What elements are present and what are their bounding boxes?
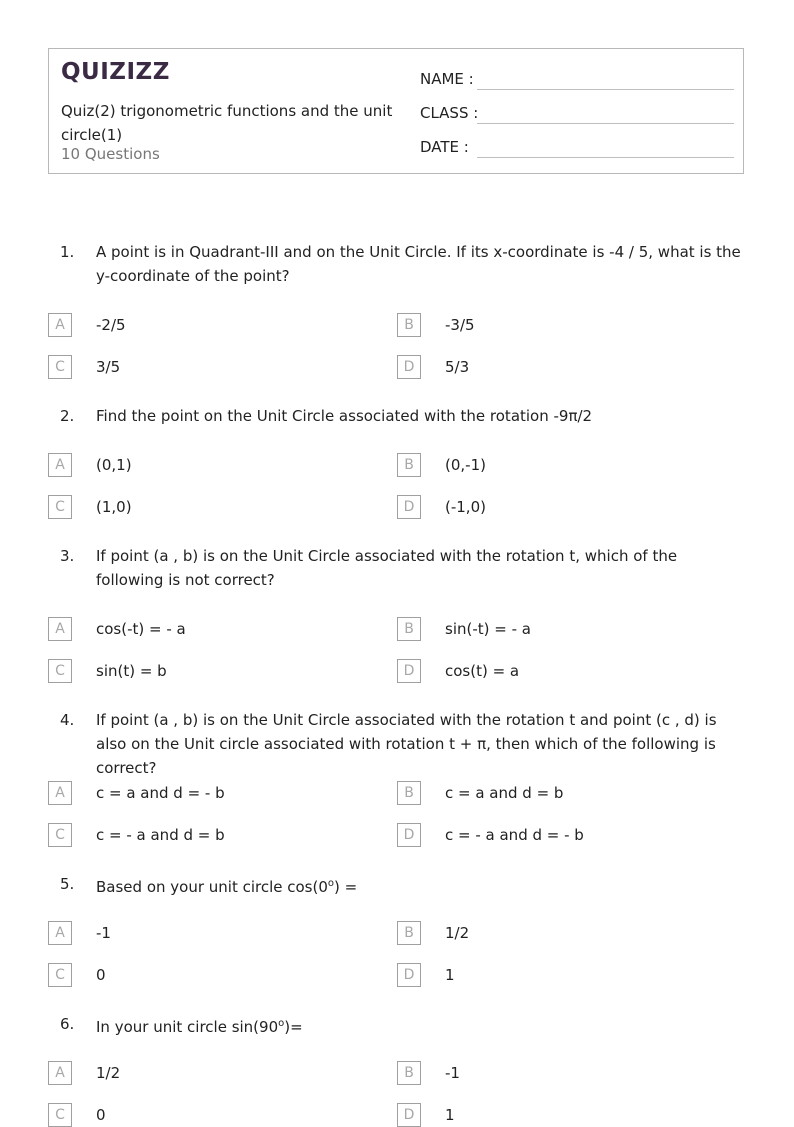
option-text: c = - a and d = b	[96, 826, 225, 844]
option-text: cos(t) = a	[445, 662, 520, 680]
option-text: 0	[96, 1106, 106, 1124]
option-text: 5/3	[445, 358, 470, 376]
quizizz-logo: QUIZIZZ	[61, 59, 170, 85]
name-line[interactable]	[477, 89, 734, 90]
option-letter: B	[397, 781, 421, 805]
question-text: In your unit circle $\sin(90^o)=$	[96, 1018, 303, 1036]
class-line[interactable]	[477, 123, 734, 124]
option-letter: C	[48, 823, 72, 847]
option-text: 1/2	[96, 1064, 121, 1082]
class-field[interactable]	[420, 100, 734, 124]
option-letter: D	[397, 495, 421, 519]
option-letter: B	[397, 453, 421, 477]
name-field[interactable]	[420, 66, 734, 90]
question-number: 6.	[60, 1015, 75, 1033]
question-number: 1.	[60, 243, 75, 261]
option-letter: B	[397, 1061, 421, 1085]
question-text: If point (a , b) is on the Unit Circle associated with the rotation t, which of the following is not correct?	[96, 547, 678, 589]
option-text: 1/2	[445, 924, 470, 942]
option-letter: C	[48, 355, 72, 379]
worksheet-header	[48, 48, 744, 174]
option-text: (1,0)	[96, 498, 132, 516]
option-letter: B	[397, 921, 421, 945]
question-text: Based on your unit circle $\cos(0^o)$ =	[96, 878, 358, 896]
option-letter: C	[48, 1103, 72, 1127]
option-text: c = - a and d = - b	[445, 826, 584, 844]
option-letter: C	[48, 659, 72, 683]
option-text: c = a and d = b	[445, 784, 564, 802]
option-letter: D	[397, 355, 421, 379]
question-count: 10 Questions	[61, 145, 160, 163]
option-letter: A	[48, 617, 72, 641]
option-text: 0	[96, 966, 106, 984]
option-text: 1	[445, 966, 455, 984]
option-letter: A	[48, 453, 72, 477]
option-letter: A	[48, 781, 72, 805]
quiz-title: Quiz(2) trigonometric functions and the unit circle(1)	[61, 102, 393, 144]
question-number: 4.	[60, 711, 75, 729]
option-letter: A	[48, 921, 72, 945]
option-text: 1	[445, 1106, 455, 1124]
option-text: -1	[445, 1064, 460, 1082]
option-letter: D	[397, 823, 421, 847]
option-letter: D	[397, 963, 421, 987]
date-label: DATE :	[420, 138, 469, 156]
option-letter: B	[397, 313, 421, 337]
option-letter: C	[48, 495, 72, 519]
option-letter: D	[397, 1103, 421, 1127]
option-text: c = a and d = - b	[96, 784, 225, 802]
option-letter: D	[397, 659, 421, 683]
question-text: Find the point on the Unit Circle associated with the rotation -9π/2	[96, 407, 593, 425]
question-number: 3.	[60, 547, 75, 565]
option-letter: A	[48, 313, 72, 337]
option-text: (0,1)	[96, 456, 132, 474]
class-label: CLASS :	[420, 104, 479, 122]
option-text: (0,-1)	[445, 456, 486, 474]
option-letter: C	[48, 963, 72, 987]
option-text: -3/5	[445, 316, 475, 334]
option-text: -2/5	[96, 316, 126, 334]
question-number: 2.	[60, 407, 75, 425]
question-text: A point is in Quadrant-III and on the Unit Circle. If its x-coordinate is -4 / 5, what is the y-coordinate of the point?	[96, 243, 741, 285]
name-label: NAME :	[420, 70, 474, 88]
date-field[interactable]	[420, 134, 734, 158]
option-text: 3/5	[96, 358, 121, 376]
date-line[interactable]	[477, 157, 734, 158]
option-text: cos(-t) = - a	[96, 620, 186, 638]
option-text: -1	[96, 924, 111, 942]
option-text: (-1,0)	[445, 498, 486, 516]
question-text: If point (a , b) is on the Unit Circle associated with the rotation t and point (c , d) is also on the Unit circle associated with rotation t + π, then which of the following is correct?	[96, 711, 717, 777]
option-text: sin(-t) = - a	[445, 620, 531, 638]
option-text: sin(t) = b	[96, 662, 167, 680]
option-letter: B	[397, 617, 421, 641]
question-number: 5.	[60, 875, 75, 893]
option-letter: A	[48, 1061, 72, 1085]
